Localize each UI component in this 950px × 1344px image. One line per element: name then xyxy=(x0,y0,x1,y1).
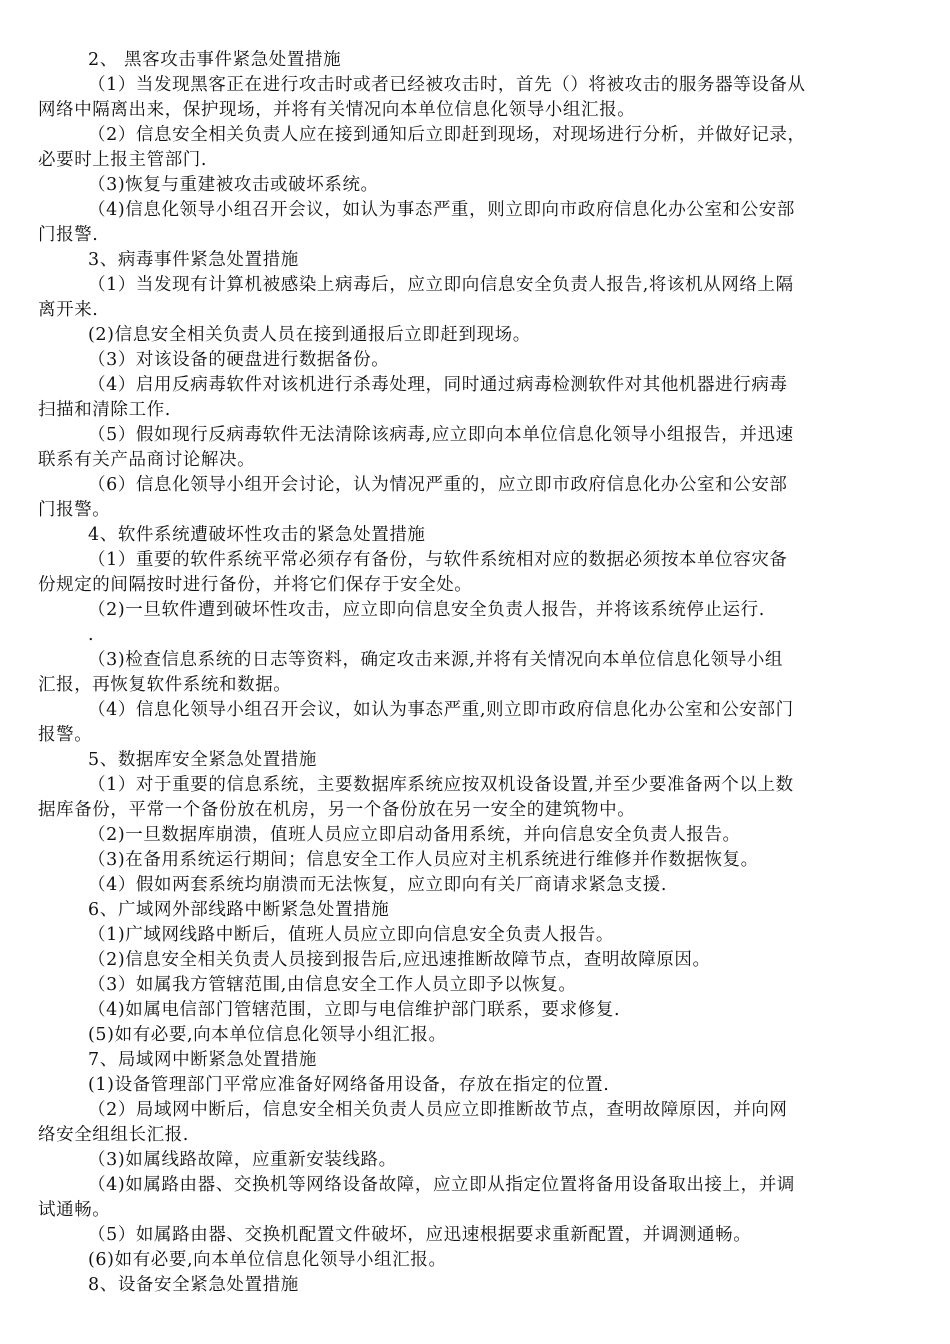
paragraph-line: （5）假如现行反病毒软件无法清除该病毒,应立即向本单位信息化领导小组报告，并迅速 xyxy=(88,425,794,445)
paragraph-line: （3)在备用系统运行期间；信息安全工作人员应对主机系统进行维修并作数据恢复。 xyxy=(88,850,759,870)
paragraph-line: （2）局域网中断后，信息安全相关负责人员应立即推断故节点，查明故障原因，并向网 xyxy=(88,1100,788,1120)
paragraph-line: （3)如属线路故障，应重新安装线路。 xyxy=(88,1150,397,1170)
paragraph-line: . xyxy=(88,625,95,645)
paragraph-continuation: 络安全组组长汇报. xyxy=(38,1125,189,1145)
paragraph-continuation: 扫描和清除工作. xyxy=(38,400,171,420)
paragraph-line: （2)一旦数据库崩溃，值班人员应立即启动备用系统，并向信息安全负责人报告。 xyxy=(88,825,741,845)
paragraph-line: （1）对于重要的信息系统，主要数据库系统应按双机设备设置,并至少要准备两个以上数 xyxy=(88,775,794,795)
paragraph-continuation: 网络中隔离出来，保护现场，并将有关情况向本单位信息化领导小组汇报。 xyxy=(38,100,636,120)
paragraph-continuation: 份规定的间隔按时进行备份，并将它们保存于安全处。 xyxy=(38,575,473,595)
paragraph-line: （1)广域网线路中断后，值班人员应立即向信息安全负责人报告。 xyxy=(88,925,614,945)
paragraph-continuation: 试通畅。 xyxy=(38,1200,111,1220)
paragraph-line: （3)恢复与重建被攻击或破坏系统。 xyxy=(88,175,379,195)
section-heading: 8、设备安全紧急处置措施 xyxy=(88,1275,299,1295)
paragraph-line: （4）假如两套系统均崩溃而无法恢复，应立即向有关厂商请求紧急支援. xyxy=(88,875,667,895)
paragraph-line: (6)如有必要,向本单位信息化领导小组汇报。 xyxy=(88,1250,447,1270)
paragraph-line: （1）重要的软件系统平常必须存有备份，与软件系统相对应的数据必须按本单位容灾备 xyxy=(88,550,788,570)
paragraph-line: （1）当发现黑客正在进行攻击时或者已经被攻击时，首先（）将被攻击的服务器等设备从 xyxy=(88,75,806,95)
paragraph-continuation: 联系有关产品商讨论解决。 xyxy=(38,450,256,470)
section-heading: 3、病毒事件紧急处置措施 xyxy=(88,250,299,270)
paragraph-line: （4)信息化领导小组召开会议，如认为事态严重，则立即向市政府信息化办公室和公安部 xyxy=(88,200,795,220)
paragraph-line: (5)如有必要,向本单位信息化领导小组汇报。 xyxy=(88,1025,447,1045)
paragraph-line: （3)检查信息系统的日志等资料，确定攻击来源,并将有关情况向本单位信息化领导小组 xyxy=(88,650,784,670)
paragraph-continuation: 据库备份，平常一个备份放在机房，另一个备份放在另一安全的建筑物中。 xyxy=(38,800,636,820)
paragraph-continuation: 离开来. xyxy=(38,300,99,320)
section-heading: 2、 黑客攻击事件紧急处置措施 xyxy=(88,50,342,70)
paragraph-line: （4）启用反病毒软件对该机进行杀毒处理，同时通过病毒检测软件对其他机器进行病毒 xyxy=(88,375,788,395)
paragraph-continuation: 必要时上报主管部门. xyxy=(38,150,208,170)
paragraph-continuation: 门报警. xyxy=(38,225,99,245)
paragraph-continuation: 报警。 xyxy=(38,725,93,745)
paragraph-line: （3）对该设备的硬盘进行数据备份。 xyxy=(88,350,390,370)
section-heading: 7、局域网中断紧急处置措施 xyxy=(88,1050,317,1070)
paragraph-line: （4)如属路由器、交换机等网络设备故障，应立即从指定位置将备用设备取出接上，并调 xyxy=(88,1175,795,1195)
paragraph-line: （3）如属我方管辖范围,由信息安全工作人员立即予以恢复。 xyxy=(88,975,577,995)
section-heading: 5、数据库安全紧急处置措施 xyxy=(88,750,317,770)
paragraph-line: （2）信息安全相关负责人应在接到通知后立即赶到现场，对现场进行分析，并做好记录， xyxy=(88,125,806,145)
section-heading: 4、软件系统遭破坏性攻击的紧急处置措施 xyxy=(88,525,426,545)
paragraph-continuation: 汇报，再恢复软件系统和数据。 xyxy=(38,675,292,695)
document-body xyxy=(38,48,898,1298)
paragraph-line: （5）如属路由器、交换机配置文件破坏，应迅速根据要求重新配置，并调测通畅。 xyxy=(88,1225,752,1245)
section-heading: 6、广域网外部线路中断紧急处置措施 xyxy=(88,900,390,920)
paragraph-continuation: 门报警。 xyxy=(38,500,111,520)
paragraph-line: （2)一旦软件遭到破坏性攻击，应立即向信息安全负责人报告，并将该系统停止运行. xyxy=(88,600,765,620)
paragraph-line: （2)信息安全相关负责人员接到报告后,应迅速推断故障节点，查明故障原因。 xyxy=(88,950,711,970)
paragraph-line: （4）信息化领导小组召开会议，如认为事态严重,则立即市政府信息化办公室和公安部门 xyxy=(88,700,794,720)
paragraph-line: （1）当发现有计算机被感染上病毒后，应立即向信息安全负责人报告,将该机从网络上隔 xyxy=(88,275,794,295)
paragraph-line: (1)设备管理部门平常应准备好网络备用设备，存放在指定的位置. xyxy=(88,1075,610,1095)
paragraph-line: （6）信息化领导小组开会讨论，认为情况严重的，应立即市政府信息化办公室和公安部 xyxy=(88,475,788,495)
paragraph-line: (2)信息安全相关负责人员在接到通报后立即赶到现场。 xyxy=(88,325,531,345)
paragraph-line: （4)如属电信部门管辖范围，立即与电信维护部门联系，要求修复. xyxy=(88,1000,621,1020)
